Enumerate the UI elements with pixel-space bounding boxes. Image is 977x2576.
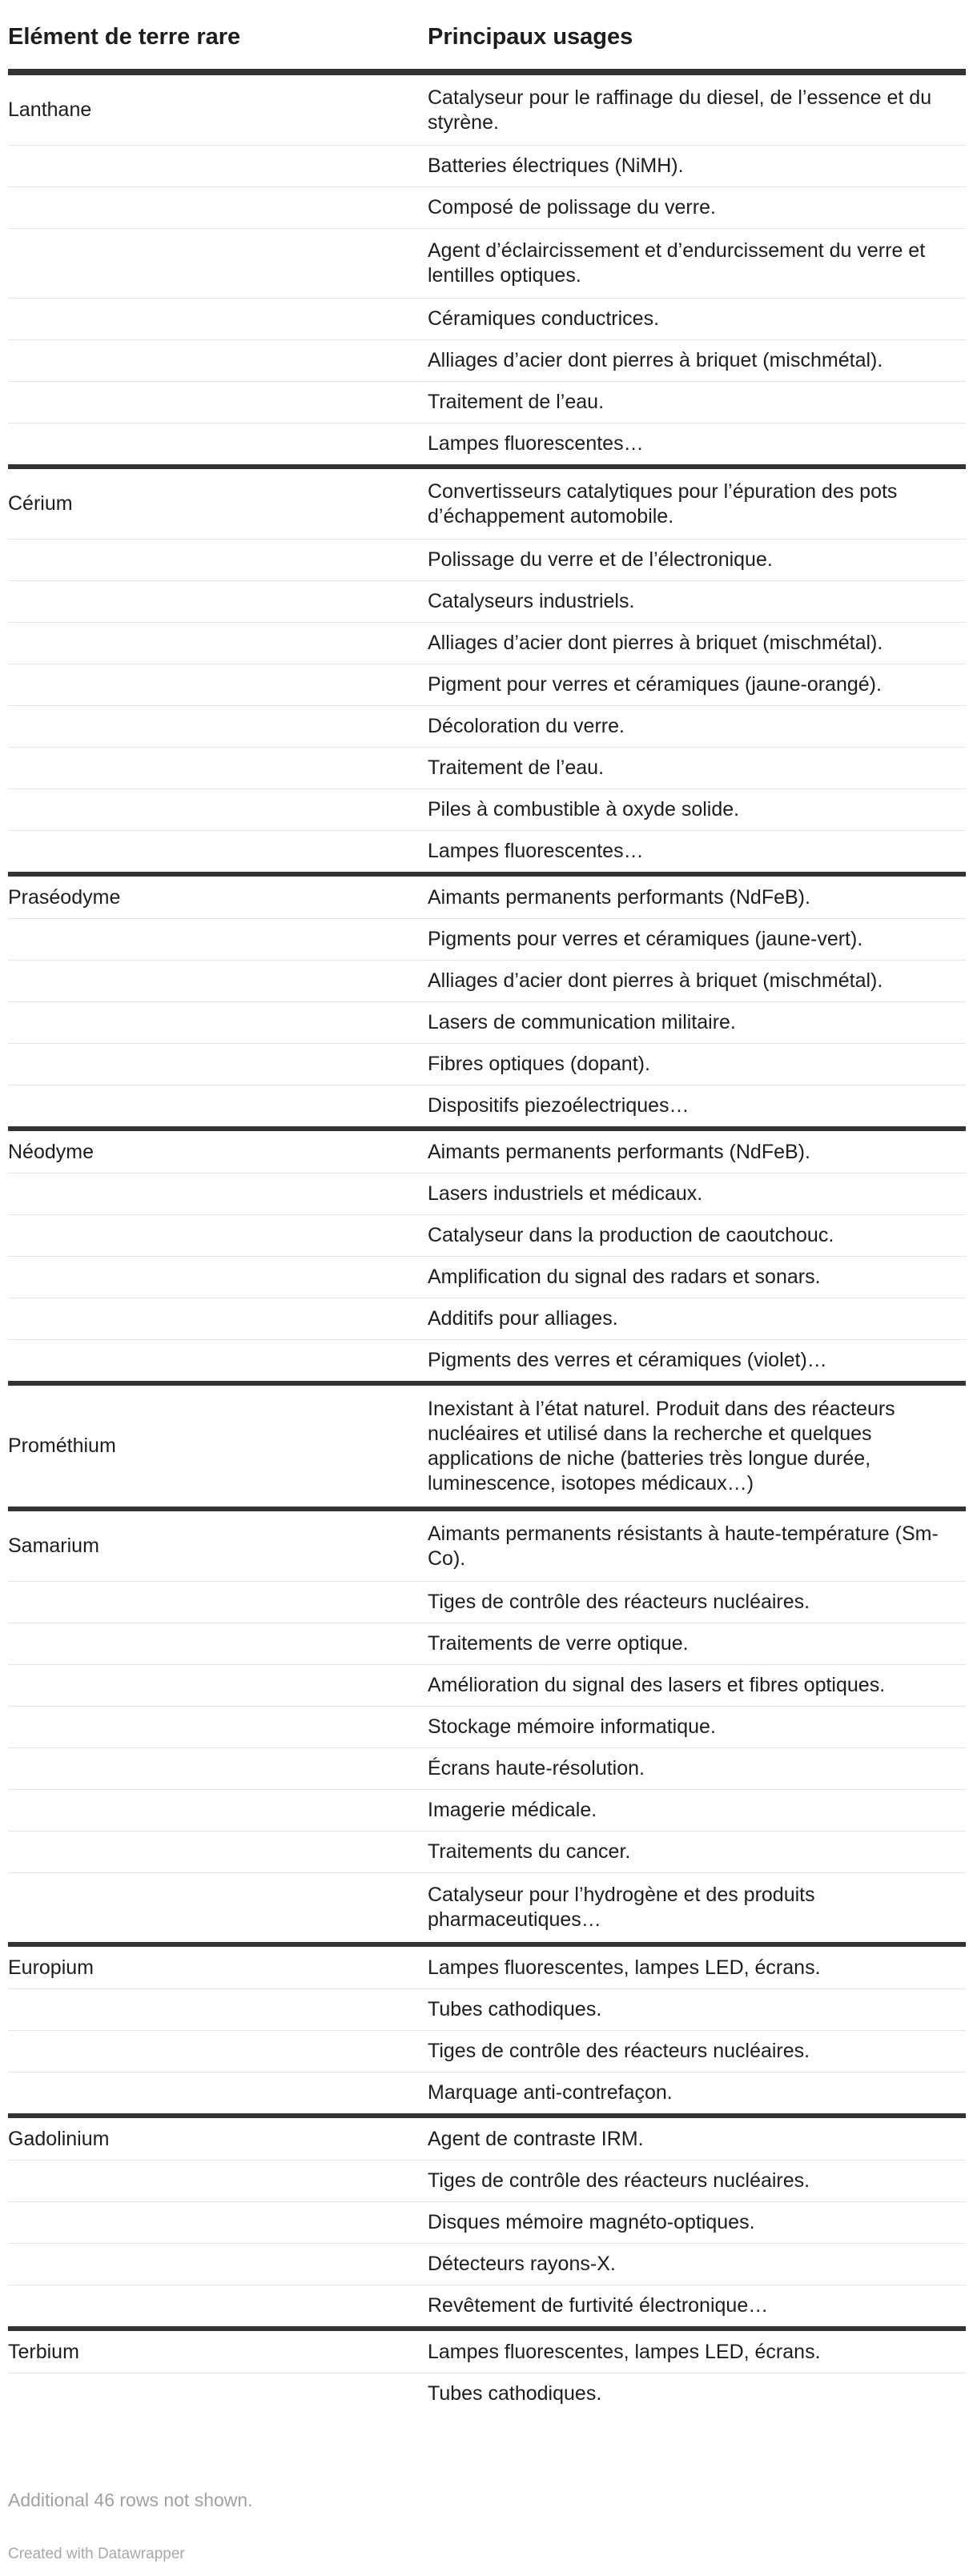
table-row — [8, 75, 966, 145]
table-row — [8, 1511, 966, 1581]
table-row — [8, 381, 966, 423]
table-row — [8, 877, 966, 918]
element-group — [8, 2331, 966, 2414]
table-row — [8, 228, 966, 298]
table-row — [8, 1298, 966, 1339]
table-row — [8, 2030, 966, 2072]
table-row — [8, 339, 966, 381]
table-row — [8, 918, 966, 960]
usage-cell: Traitements de verre optique. — [428, 1632, 689, 1655]
element-group — [8, 469, 966, 877]
table-row — [8, 2243, 966, 2285]
usage-cell: Lampes fluorescentes, lampes LED, écrans. — [428, 2340, 821, 2363]
usage-cell: Amélioration du signal des lasers et fibres optiques. — [428, 1674, 886, 1696]
table-row — [8, 1131, 966, 1173]
table-row — [8, 1001, 966, 1043]
usage-cell: Imagerie médicale. — [428, 1799, 597, 1821]
table-row — [8, 145, 966, 187]
element-group — [8, 1947, 966, 2118]
table-row — [8, 2072, 966, 2113]
usage-cell: Fibres optiques (dopant). — [428, 1053, 650, 1075]
usage-cell: Piles à combustible à oxyde solide. — [428, 798, 740, 821]
usage-cell: Céramiques conductrices. — [428, 307, 660, 330]
usage-cell: Agent de contraste IRM. — [428, 2127, 644, 2150]
usage-cell: Polissage du verre et de l’électronique. — [428, 548, 773, 571]
table-row — [8, 1872, 966, 1942]
usage-cell: Marquage anti-contrefaçon. — [428, 2081, 673, 2104]
element-name-cell: Cérium — [8, 492, 73, 515]
table-row — [8, 1173, 966, 1214]
element-group — [8, 1131, 966, 1386]
element-name-cell: Praséodyme — [8, 885, 121, 909]
usage-cell: Tubes cathodiques. — [428, 2382, 602, 2405]
table-row — [8, 1581, 966, 1623]
table-row — [8, 1256, 966, 1298]
element-name-cell: Néodyme — [8, 1140, 94, 1163]
usage-cell: Détecteurs rayons-X. — [428, 2253, 616, 2275]
table-row — [8, 187, 966, 228]
usage-cell: Tiges de contrôle des réacteurs nucléaires. — [428, 1591, 810, 1613]
table-row — [8, 298, 966, 339]
usage-cell: Traitements du cancer. — [428, 1840, 631, 1863]
table-row — [8, 622, 966, 664]
usage-cell: Pigment pour verres et céramiques (jaune-orangé). — [428, 673, 882, 696]
usage-cell: Lasers de communication militaire. — [428, 1011, 736, 1033]
usage-cell: Alliages d’acier dont pierres à briquet (mischmétal). — [428, 969, 883, 992]
usage-cell: Écrans haute-résolution. — [428, 1757, 645, 1780]
table-row — [8, 539, 966, 580]
usage-cell: Aimants permanents performants (NdFeB). — [428, 1140, 810, 1163]
table-row — [8, 788, 966, 830]
usage-cell: Convertisseurs catalytiques pour l’épuration des pots d’échappement automobile. — [428, 479, 898, 528]
usage-cell: Catalyseur dans la production de caoutchouc. — [428, 1224, 834, 1246]
usage-cell: Lampes fluorescentes, lampes LED, écrans. — [428, 1956, 821, 1979]
more-rows-note: Additional 46 rows not shown. — [8, 2490, 253, 2510]
table-row — [8, 1339, 966, 1381]
usage-cell: Tiges de contrôle des réacteurs nucléaires. — [428, 2040, 810, 2062]
table-row — [8, 1831, 966, 1872]
usage-cell: Décoloration du verre. — [428, 715, 625, 737]
table-row — [8, 1747, 966, 1789]
table-row — [8, 705, 966, 747]
table-row — [8, 747, 966, 788]
table-row — [8, 1988, 966, 2030]
element-name-cell: Prométhium — [8, 1434, 116, 1457]
usage-cell: Pigments des verres et céramiques (violet)… — [428, 1349, 827, 1371]
usage-cell: Aimants permanents résistants à haute-température (Sm-Co). — [428, 1522, 939, 1570]
table-row — [8, 1789, 966, 1831]
table-row — [8, 1386, 966, 1507]
usage-cell: Pigments pour verres et céramiques (jaune-vert). — [428, 928, 863, 950]
usage-cell: Stockage mémoire informatique. — [428, 1715, 716, 1738]
element-group — [8, 877, 966, 1131]
usage-cell: Disques mémoire magnéto-optiques. — [428, 2211, 755, 2233]
header-element[interactable]: Elément de terre rare — [8, 23, 241, 50]
table-row — [8, 1664, 966, 1706]
usage-cell: Batteries électriques (NiMH). — [428, 154, 684, 177]
usage-cell: Traitement de l’eau. — [428, 756, 605, 779]
usage-cell: Inexistant à l’état naturel. Produit dans des réacteurs nucléaires et utilisé dans la recherche et quelques applications de niche (batteries très longue durée, luminescence, isotopes médicaux…) — [428, 1397, 895, 1495]
header-usages[interactable]: Principaux usages — [428, 23, 633, 50]
usage-cell: Additifs pour alliages. — [428, 1307, 618, 1330]
table-row — [8, 664, 966, 705]
usage-cell: Traitement de l’eau. — [428, 391, 605, 413]
rare-earth-table — [8, 0, 966, 2414]
usage-cell: Catalyseur pour l’hydrogène et des produits pharmaceutiques… — [428, 1884, 815, 1931]
table-row — [8, 1623, 966, 1664]
usage-cell: Alliages d’acier dont pierres à briquet (mischmétal). — [428, 632, 883, 654]
usage-cell: Lasers industriels et médicaux. — [428, 1182, 703, 1205]
usage-cell: Catalyseur pour le raffinage du diesel, de l’essence et du styrène. — [428, 86, 932, 134]
table-row — [8, 1947, 966, 1988]
usage-cell: Lampes fluorescentes… — [428, 432, 644, 455]
element-name-cell: Europium — [8, 1956, 94, 1979]
table-row — [8, 830, 966, 872]
element-group — [8, 75, 966, 469]
table-row — [8, 423, 966, 464]
table-row — [8, 2118, 966, 2160]
table-row — [8, 960, 966, 1001]
table-row — [8, 2160, 966, 2201]
table-row — [8, 580, 966, 622]
element-group — [8, 1386, 966, 1511]
table-row — [8, 2331, 966, 2373]
table-row — [8, 469, 966, 539]
table-header — [8, 0, 966, 75]
usage-cell: Lampes fluorescentes… — [428, 840, 644, 862]
element-name-cell: Gadolinium — [8, 2127, 110, 2150]
usage-cell: Aimants permanents performants (NdFeB). — [428, 885, 810, 909]
usage-cell: Tiges de contrôle des réacteurs nucléaires. — [428, 2169, 810, 2192]
datawrapper-credit: Created with Datawrapper — [8, 2546, 185, 2562]
element-name-cell: Samarium — [8, 1535, 99, 1557]
element-name-cell: Terbium — [8, 2340, 79, 2363]
usage-cell: Composé de polissage du verre. — [428, 196, 716, 219]
usage-cell: Tubes cathodiques. — [428, 1998, 602, 2020]
table-row — [8, 1085, 966, 1126]
element-name-cell: Lanthane — [8, 98, 92, 121]
usage-cell: Dispositifs piezoélectriques… — [428, 1094, 690, 1117]
table-row — [8, 2373, 966, 2414]
table-row — [8, 2285, 966, 2326]
element-group — [8, 1511, 966, 1947]
table-row — [8, 2201, 966, 2243]
table-body — [8, 75, 966, 2414]
usage-cell: Amplification du signal des radars et sonars. — [428, 1266, 821, 1288]
usage-cell: Alliages d’acier dont pierres à briquet (mischmétal). — [428, 349, 883, 371]
usage-cell: Agent d’éclaircissement et d’endurcissement du verre et lentilles optiques. — [428, 239, 926, 287]
table-row — [8, 1214, 966, 1256]
table-row — [8, 1706, 966, 1747]
usage-cell: Catalyseurs industriels. — [428, 590, 635, 612]
table-row — [8, 1043, 966, 1085]
element-group — [8, 2118, 966, 2331]
usage-cell: Revêtement de furtivité électronique… — [428, 2294, 769, 2317]
